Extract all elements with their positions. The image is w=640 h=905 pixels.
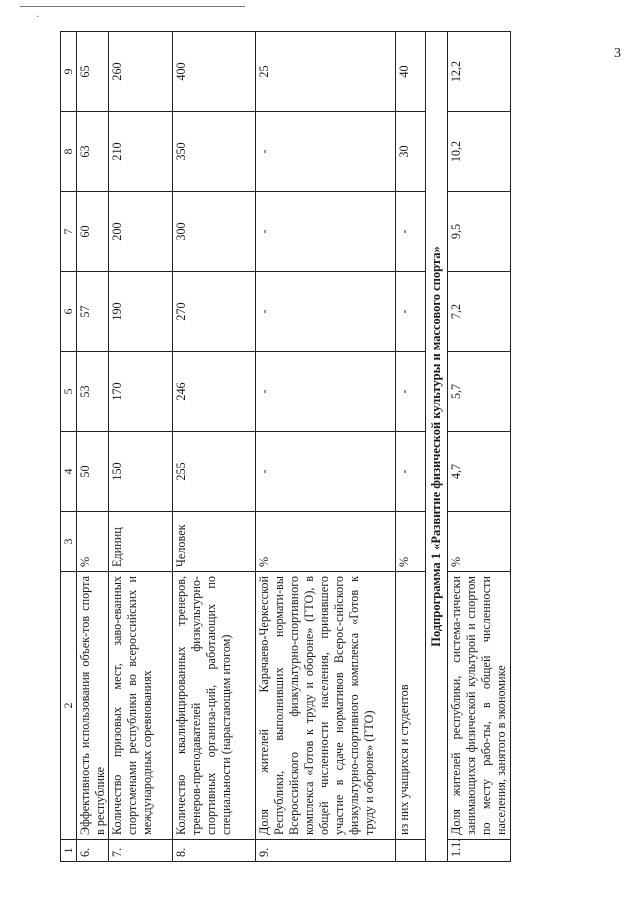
value-cell: 260 bbox=[109, 32, 173, 112]
unit-cell: % bbox=[76, 512, 109, 572]
row-number: 8. bbox=[173, 840, 256, 862]
value-cell: 5,7 bbox=[448, 352, 511, 432]
header-cell: 5 bbox=[61, 352, 77, 432]
rotated-table-container bbox=[60, 32, 508, 862]
row-number bbox=[396, 840, 426, 862]
value-cell: 10,2 bbox=[448, 112, 511, 192]
value-cell: - bbox=[396, 352, 426, 432]
indicator-name: Количество призовых мест, заво-еванных спортсменами республики во всероссийских и международных соревнованиях bbox=[109, 572, 173, 840]
indicator-name: из них учащихся и студентов bbox=[396, 572, 426, 840]
table-row bbox=[448, 32, 511, 862]
value-cell: 9,5 bbox=[448, 192, 511, 272]
indicators-table bbox=[60, 31, 511, 862]
header-cell: 1 bbox=[61, 840, 77, 862]
value-cell: - bbox=[396, 192, 426, 272]
value-cell: 300 bbox=[173, 192, 256, 272]
subprogram-title: Подпрограмма 1 «Развитие физической культуры и массового спорта» bbox=[426, 32, 448, 862]
value-cell: 57 bbox=[76, 272, 109, 352]
value-cell: 270 bbox=[173, 272, 256, 352]
value-cell: 50 bbox=[76, 432, 109, 512]
table-row bbox=[256, 32, 396, 862]
value-cell: - bbox=[256, 272, 396, 352]
row-number: 6. bbox=[76, 840, 109, 862]
header-cell: 8 bbox=[61, 112, 77, 192]
value-cell: 53 bbox=[76, 352, 109, 432]
value-cell: 12,2 bbox=[448, 32, 511, 112]
row-number: 7. bbox=[109, 840, 173, 862]
value-cell: 30 bbox=[396, 112, 426, 192]
value-cell: 246 bbox=[173, 352, 256, 432]
row-number: 1.1. bbox=[448, 840, 511, 862]
unit-cell: Человек bbox=[173, 512, 256, 572]
value-cell: - bbox=[256, 192, 396, 272]
unit-cell: % bbox=[256, 512, 396, 572]
indicator-name: Доля жителей Карачаево-Черкесской Республики, выполнивших нормати-вы Всероссийского физкультурно-спортивного комплекса «Готов к труду и обороне» (ГТО), в общей численности населения, принявшего участие в сдаче нормативов Всерос-сийского физкультурно-спортивного комплекса «Готов к труду и обороне» (ГТО) bbox=[256, 572, 396, 840]
value-cell: - bbox=[396, 432, 426, 512]
value-cell: 60 bbox=[76, 192, 109, 272]
table-row bbox=[173, 32, 256, 862]
header-cell: 4 bbox=[61, 432, 77, 512]
header-cell: 3 bbox=[61, 512, 77, 572]
value-cell: 150 bbox=[109, 432, 173, 512]
header-cell: 7 bbox=[61, 192, 77, 272]
row-number: 9. bbox=[256, 840, 396, 862]
unit-cell: Единиц bbox=[109, 512, 173, 572]
value-cell: 7,2 bbox=[448, 272, 511, 352]
indicator-name: Доля жителей республики, система-тически занимающихся физической культурой и спортом по месту рабо-ты, в общей численности населения, занятого в экономике bbox=[448, 572, 511, 840]
value-cell: 200 bbox=[109, 192, 173, 272]
subprogram-row bbox=[426, 32, 448, 862]
header-cell: 2 bbox=[61, 572, 77, 840]
value-cell: 350 bbox=[173, 112, 256, 192]
value-cell: 4,7 bbox=[448, 432, 511, 512]
value-cell: 40 bbox=[396, 32, 426, 112]
table-row bbox=[76, 32, 109, 862]
value-cell: 190 bbox=[109, 272, 173, 352]
value-cell: 400 bbox=[173, 32, 256, 112]
page-number: 3 bbox=[614, 46, 621, 61]
value-cell: 255 bbox=[173, 432, 256, 512]
table-row bbox=[396, 32, 426, 862]
value-cell: 25 bbox=[256, 32, 396, 112]
indicator-name: Количество квалифицированных тренеров, тренеров-преподавателей физкультурно-спортивных организа-ций, работающих по специальности (нарастающим итогом) bbox=[173, 572, 256, 840]
indicator-name: Эффективность использования объек-тов спорта в республике bbox=[76, 572, 109, 840]
value-cell: - bbox=[256, 352, 396, 432]
unit-cell: % bbox=[448, 512, 511, 572]
table-row bbox=[109, 32, 173, 862]
value-cell: 65 bbox=[76, 32, 109, 112]
unit-cell: % bbox=[396, 512, 426, 572]
value-cell: 170 bbox=[109, 352, 173, 432]
header-cell: 6 bbox=[61, 272, 77, 352]
scan-artifact: · bbox=[36, 12, 40, 23]
value-cell: 63 bbox=[76, 112, 109, 192]
header-row bbox=[61, 32, 77, 862]
value-cell: - bbox=[396, 272, 426, 352]
header-cell: 9 bbox=[61, 32, 77, 112]
value-cell: 210 bbox=[109, 112, 173, 192]
value-cell: - bbox=[256, 432, 396, 512]
value-cell: - bbox=[256, 112, 396, 192]
scan-edge-line bbox=[20, 6, 245, 7]
